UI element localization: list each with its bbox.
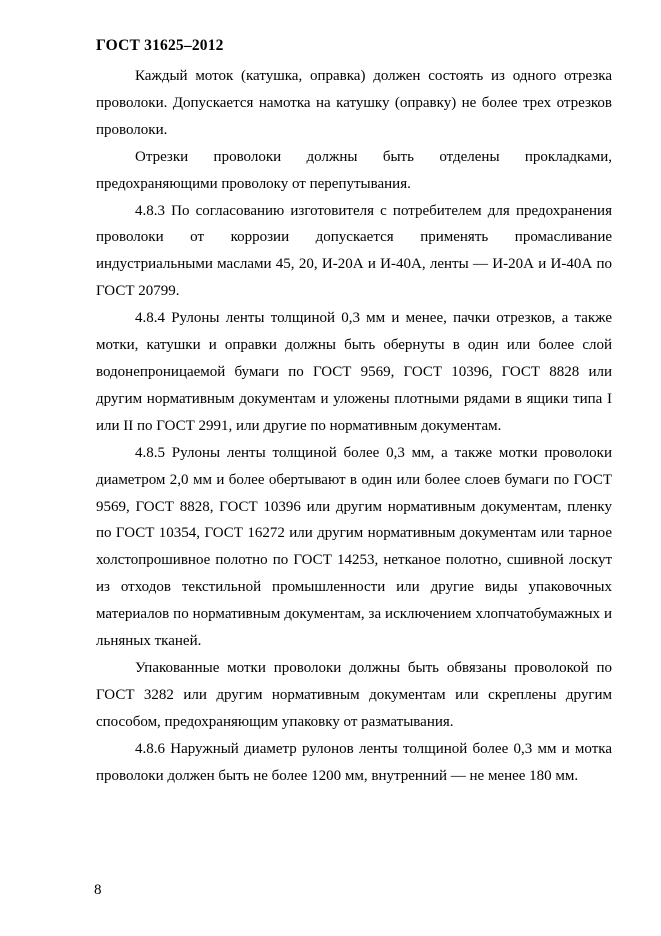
- document-body: [96, 63, 612, 789]
- page-number: 8: [94, 882, 102, 898]
- paragraph-4-8-3: 4.8.3 По согласованию изготовителя с потребителем для предохранения проволоки от коррозии допускается применять промасливание индустриальными маслами 45, 20, И-20А и И-40А, ленты — И-20А и И-40А по ГОСТ 20799.: [96, 202, 612, 300]
- paragraph-coil-composition: Каждый моток (катушка, оправка) должен состоять из одного отрезка проволоки. Допускается намотка на катушку (оправку) не более трех отрезков проволоки.: [96, 68, 612, 138]
- standard-header: ГОСТ 31625–2012: [96, 37, 224, 54]
- paragraph-4-8-4: 4.8.4 Рулоны ленты толщиной 0,3 мм и менее, пачки отрезков, а также мотки, катушки и оправки должны быть обернуты в один или более слой водонепроницаемой бумаги по ГОСТ 9569, ГОСТ 10396, ГОСТ 8828 или другим нормативным документам и уложены плотными рядами в ящики типа I или II по ГОСТ 2991, или другие по нормативным документам.: [96, 310, 612, 434]
- paragraph-4-8-6: 4.8.6 Наружный диаметр рулонов ленты толщиной более 0,3 мм и мотка проволоки должен быть не более 1200 мм, внутренний — не менее 180 мм.: [96, 740, 612, 784]
- paragraph-packed-coils: Упакованные мотки проволоки должны быть обвязаны проволокой по ГОСТ 3282 или другим нормативным документам или скреплены другим способом, предохраняющим упаковку от разматывания.: [96, 659, 612, 730]
- paragraph-wire-segments: Отрезки проволоки должны быть отделены прокладками, предохраняющими проволоку от перепутывания.: [96, 148, 612, 192]
- paragraph-4-8-5: 4.8.5 Рулоны ленты толщиной более 0,3 мм, а также мотки проволоки диаметром 2,0 мм и более обертывают в один или более слоев бумаги по ГОСТ 9569, ГОСТ 8828, ГОСТ 10396 или другим нормативным документам, пленку по ГОСТ 10354, ГОСТ 16272 или другим нормативным документам или тарное холстопрошивное полотно по ГОСТ 14253, нетканое полотно, сшивной лоскут из отходов текстильной промышленности или другие виды упаковочных материалов по нормативным документам, за исключением хлопчатобумажных и льняных тканей.: [96, 444, 612, 650]
